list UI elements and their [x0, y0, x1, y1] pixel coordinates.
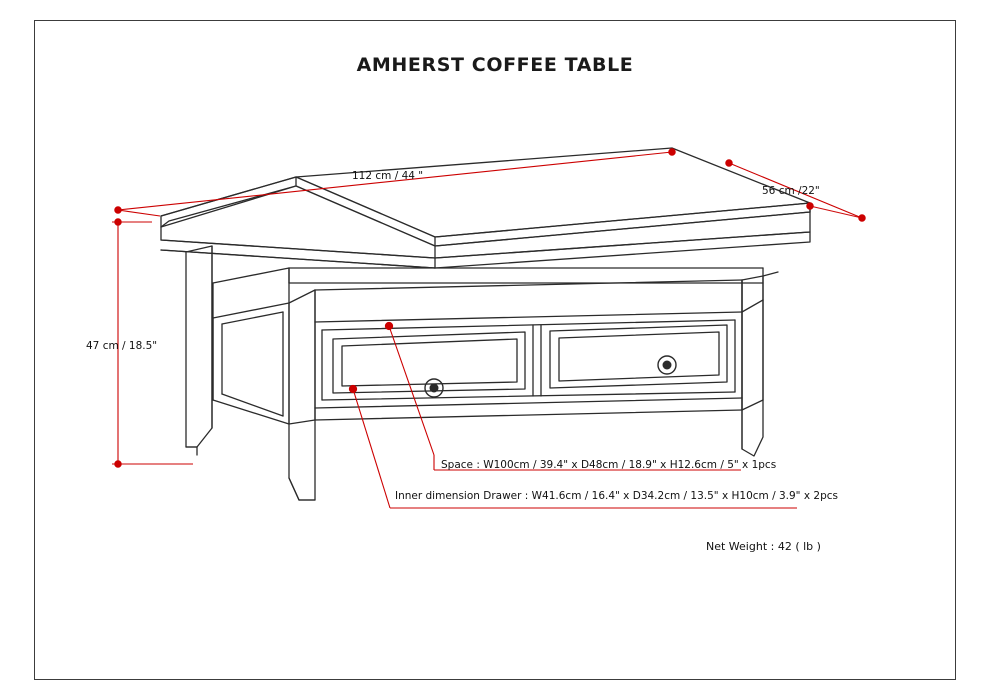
dimension-length-label: 112 cm / 44 ": [352, 170, 424, 182]
net-weight-label: Net Weight : 42 ( lb ): [706, 540, 821, 553]
note-shelf-space: Space : W100cm / 39.4" x D48cm / 18.9" x H12.6cm / 5" x 1pcs: [441, 459, 777, 471]
note-drawer-inner-dimension: Inner dimension Drawer : W41.6cm / 16.4" x D34.2cm / 13.5" x H10cm / 3.9" x 2pcs: [395, 490, 838, 502]
dimension-depth-label: 56 cm /22": [762, 185, 820, 197]
page-title: AMHERST COFFEE TABLE: [356, 54, 634, 76]
dimension-height-label: 47 cm / 18.5": [86, 340, 158, 352]
